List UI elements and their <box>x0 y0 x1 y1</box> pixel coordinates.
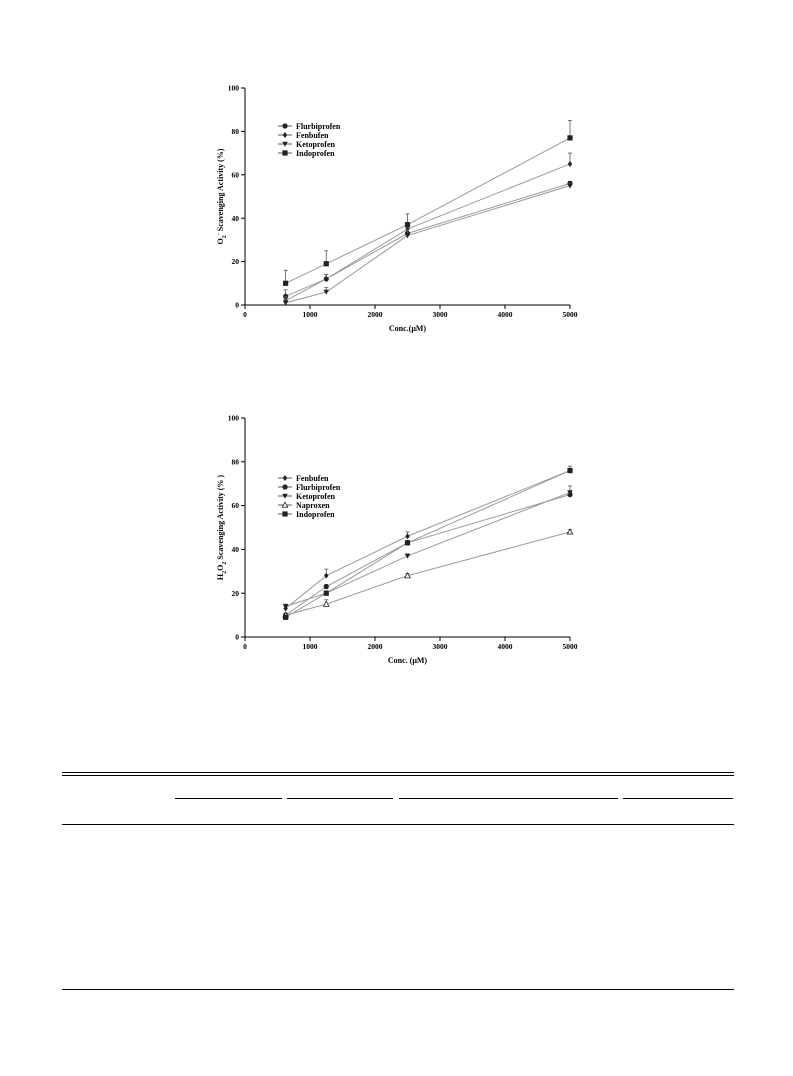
o2-point-ketoprofen-2 <box>405 233 411 238</box>
h2o2-point-ketoprofen-2 <box>405 554 411 559</box>
o2-y-axis-title: $O_2^-$ Scavenging Activity (%) <box>216 148 228 245</box>
h2o2-y-axis-title: $H_2O_2$ Scavenging Activity (% ) <box>216 474 228 581</box>
o2-point-indoprofen-3 <box>567 135 572 140</box>
h2o2-legend-marker-fenbufen <box>283 475 287 481</box>
o2-point-indoprofen-1 <box>324 261 329 266</box>
h2o2-x-tick-label-2000: 2000 <box>367 642 383 651</box>
h2o2-legend-label-naproxen: Naproxen <box>296 500 330 510</box>
h2o2-y-tick-label-60: 60 <box>231 501 239 511</box>
h2o2-line-naproxen <box>286 532 570 615</box>
table-top-rule-1 <box>62 772 734 773</box>
h2o2-point-fenbufen-2 <box>405 533 409 539</box>
h2o2-scavenging-chart <box>0 405 793 685</box>
o2-point-indoprofen-2 <box>405 222 410 227</box>
o2-legend-marker-indoprofen <box>282 150 287 155</box>
h2o2-legend-label-indoprofen: Indoprofen <box>296 509 335 519</box>
h2o2-x-axis-title: Conc. (μM) <box>387 656 428 665</box>
o2-point-fenbufen-3 <box>568 161 572 167</box>
h2o2-legend-marker-indoprofen <box>282 511 287 516</box>
o2-legend-label-ketoprofen: Ketoprofen <box>296 139 335 149</box>
o2-scavenging-chart <box>0 70 793 350</box>
o2-x-tick-label-2000: 2000 <box>367 310 383 319</box>
table-group-rule-1 <box>175 798 282 799</box>
o2-legend-marker-flurbiprofen <box>282 123 287 128</box>
h2o2-y-tick-label-80: 80 <box>231 457 239 467</box>
o2-line-ketoprofen <box>286 186 570 303</box>
o2-point-indoprofen-0 <box>283 281 288 286</box>
o2-point-fenbufen-1 <box>324 276 328 282</box>
o2-legend-label-indoprofen: Indoprofen <box>296 148 335 158</box>
table-group-rule-3 <box>399 798 618 799</box>
table-group-rule-4 <box>623 798 733 799</box>
h2o2-y-tick-label-100: 100 <box>227 413 239 423</box>
h2o2-x-tick-label-1000: 1000 <box>302 642 318 651</box>
o2-y-tick-label-0: 0 <box>235 300 239 310</box>
o2-x-tick-label-3000: 3000 <box>432 310 448 319</box>
h2o2-y-tick-label-0: 0 <box>235 632 239 642</box>
o2-y-tick-label-40: 40 <box>231 213 239 223</box>
table-bottom-rule <box>62 989 734 990</box>
o2-x-axis-title: Conc.(μM) <box>388 324 427 333</box>
h2o2-legend-label-ketoprofen: Ketoprofen <box>296 491 335 501</box>
h2o2-point-indoprofen-1 <box>324 591 329 596</box>
o2-x-tick-label-1000: 1000 <box>302 310 318 319</box>
h2o2-point-indoprofen-2 <box>405 540 410 545</box>
o2-legend-marker-fenbufen <box>283 132 287 138</box>
o2-x-tick-label-4000: 4000 <box>497 310 513 319</box>
h2o2-point-flurbiprofen-1 <box>324 584 329 589</box>
o2-x-tick-label-0: 0 <box>243 310 247 319</box>
o2-y-tick-label-20: 20 <box>231 257 239 267</box>
o2-y-tick-label-60: 60 <box>231 170 239 180</box>
table-group-rule-2 <box>287 798 393 799</box>
h2o2-x-tick-label-5000: 5000 <box>562 642 578 651</box>
o2-legend-label-flurbiprofen: Flurbiprofen <box>296 121 341 131</box>
h2o2-point-fenbufen-1 <box>324 573 328 579</box>
h2o2-legend-label-fenbufen: Fenbufen <box>296 473 329 483</box>
h2o2-point-indoprofen-3 <box>567 468 572 473</box>
o2-x-tick-label-5000: 5000 <box>562 310 578 319</box>
h2o2-point-indoprofen-0 <box>283 615 288 620</box>
o2-y-tick-label-100: 100 <box>227 83 239 93</box>
h2o2-y-tick-label-20: 20 <box>231 588 239 598</box>
h2o2-y-tick-label-40: 40 <box>231 545 239 554</box>
h2o2-legend-marker-flurbiprofen <box>282 484 287 489</box>
h2o2-x-tick-label-0: 0 <box>243 642 247 651</box>
o2-y-tick-label-80: 80 <box>231 127 239 136</box>
table-header-rule <box>62 824 734 825</box>
h2o2-legend-label-flurbiprofen: Flurbiprofen <box>296 482 341 492</box>
h2o2-x-tick-label-4000: 4000 <box>497 642 513 651</box>
h2o2-x-tick-label-3000: 3000 <box>432 642 448 651</box>
table-top-rule-2 <box>62 775 734 776</box>
o2-legend-label-fenbufen: Fenbufen <box>296 130 329 140</box>
